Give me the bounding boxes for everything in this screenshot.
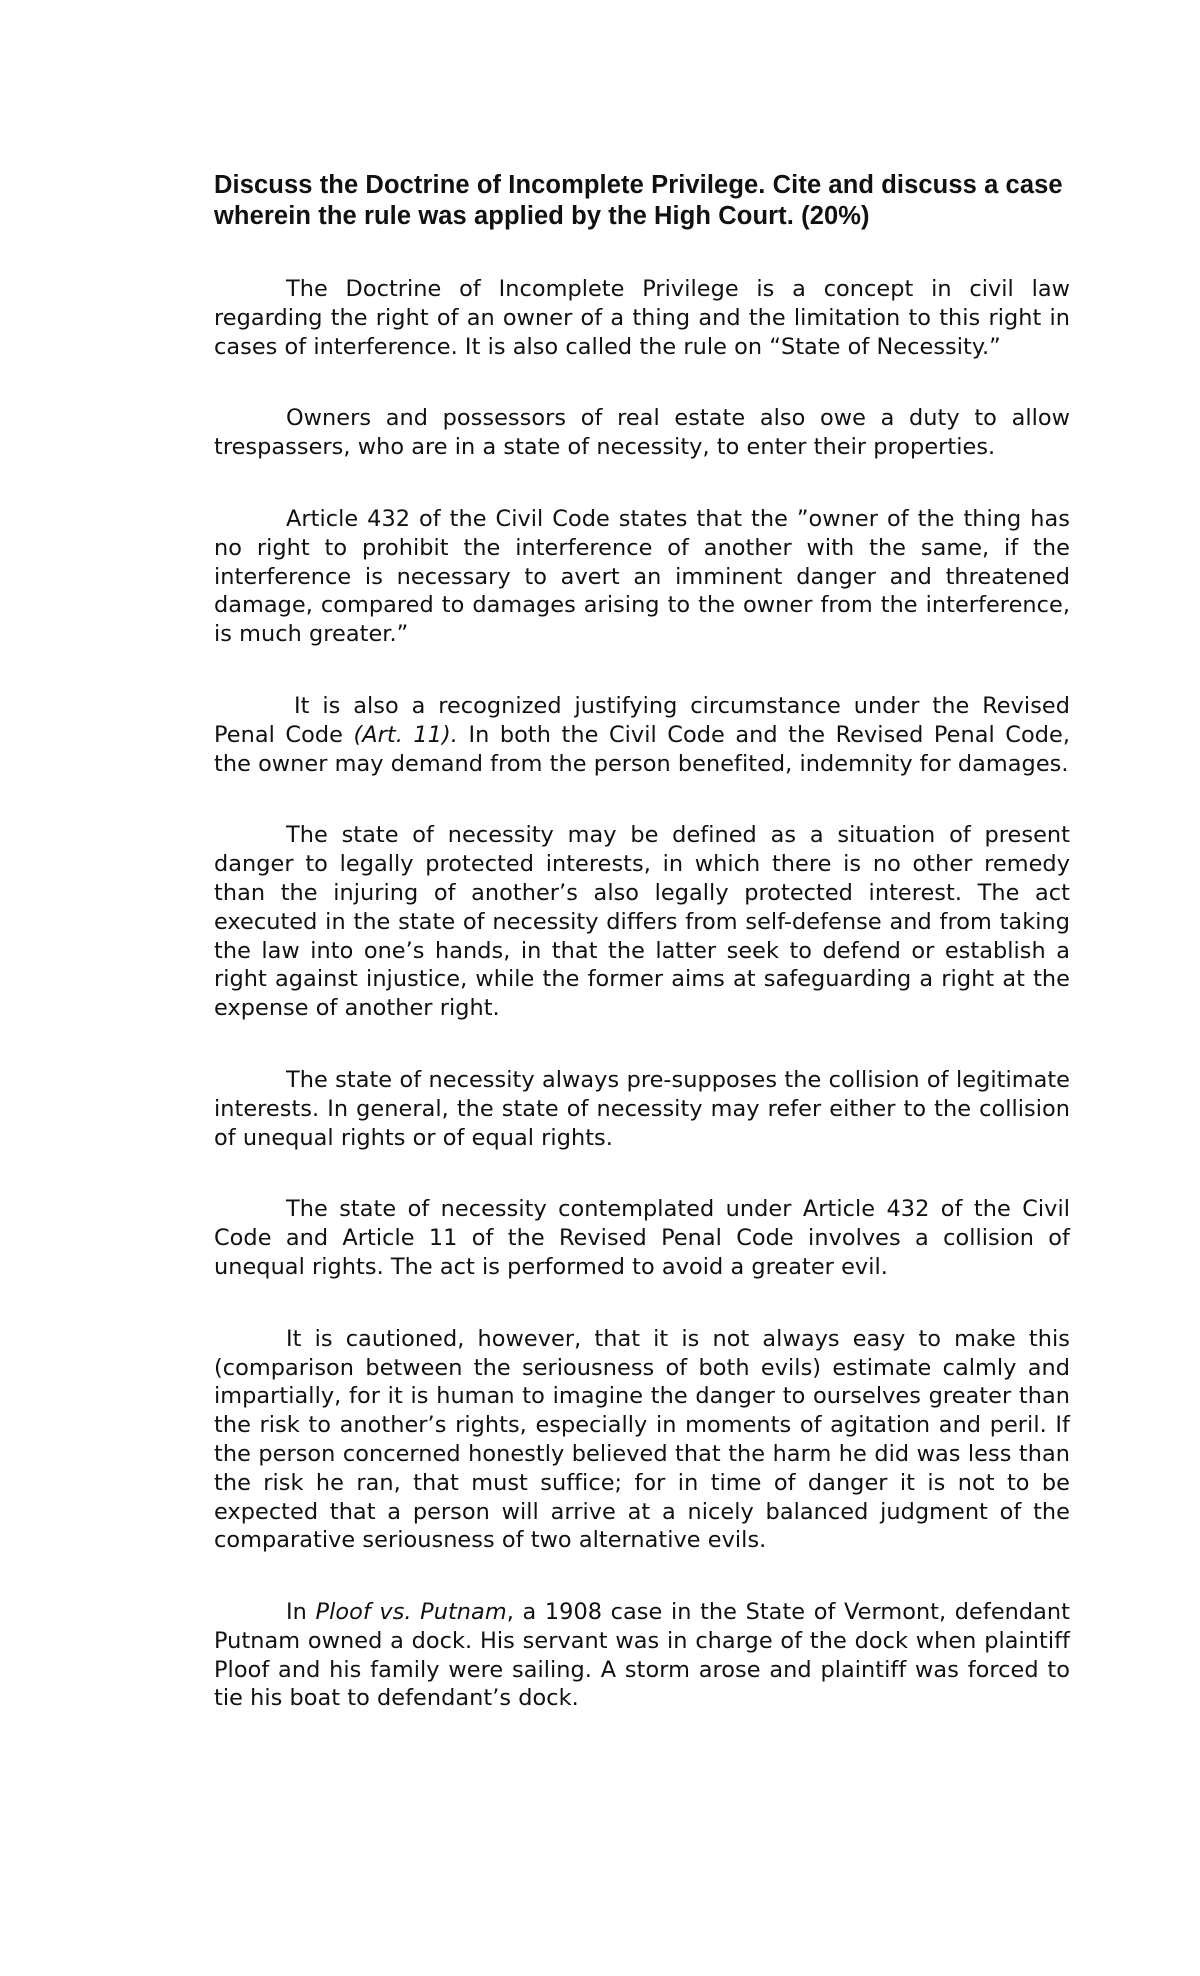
paragraph-ploof-case [214, 1598, 1070, 1713]
paragraph-collision-of-interests: The state of necessity always pre-supposes the collision of legitimate interests. In general, the state of necessity may refer either to the collision of unequal rights or of equal rights. [214, 1066, 1070, 1151]
italic-citation: (Art. 11). [353, 721, 458, 748]
paragraph-doctrine-definition: The Doctrine of Incomplete Privilege is a concept in civil law regarding the right of an owner of a thing and the limitation to this right in cases of interference. It is also called the rule on “State of Necessity.” [214, 276, 1070, 360]
italic-case-name: Ploof vs. Putnam [315, 1599, 507, 1626]
paragraph-caution: It is cautioned, however, that it is not always easy to make this (comparison between the seriousness of both evils) estimate calmly and impartially, for it is human to imagine the danger to ourselves greater than the risk to another’s rights, especially in moments of agitation and peril. If the person concerned honestly believed that the harm he did was less than the risk he ran, that must suffice; for in time of danger it is not to be expected that a person will arrive at a nicely balanced judgment of the comparative seriousness of two alternative evils. [214, 1325, 1070, 1554]
question-title: Discuss the Doctrine of Incomplete Privilege. Cite and discuss a case wherein the rule was applied by the High Court. (20%) [214, 171, 1063, 230]
paragraph-text: , a 1908 case in the State of Vermont, defendant Putnam owned a dock. His servant was in charge of the dock when plaintiff Ploof and his family were sailing. A storm arose and plaintiff was forced to tie his boat to defendant’s dock. [214, 1599, 1070, 1712]
paragraph-revised-penal-code [214, 692, 1070, 778]
paragraph-state-of-necessity-definition: The state of necessity may be defined as a situation of present danger to legally protected interests, in which there is no other remedy than the injuring of another’s also legally protected interest. The act executed in the state of necessity differs from self-defense and from taking the law into one’s hands, in that the latter seek to defend or establish a right against injustice, while the former aims at safeguarding a right at the expense of another right. [214, 822, 1070, 1022]
paragraph-unequal-rights: The state of necessity contemplated under Article 432 of the Civil Code and Article 11 of the Revised Penal Code involves a collision of unequal rights. The act is performed to avoid a greater evil. [214, 1196, 1070, 1280]
document-page [214, 170, 1070, 1756]
paragraph-text: It is also a recognized justifying circumstance under the Revised Penal Code [214, 692, 1070, 748]
paragraph-article-432: Article 432 of the Civil Code states that the ”owner of the thing has no right to prohibit the interference of another with the same, if the interference is necessary to avert an imminent danger and threatened damage, compared to damages arising to the owner from the interference, is much greater.” [214, 505, 1070, 648]
paragraph-owners-duty: Owners and possessors of real estate also owe a duty to allow trespassers, who are in a state of necessity, to enter their properties. [214, 405, 1070, 461]
paragraph-text: In both the Civil Code and the Revised Penal Code, the owner may demand from the person benefited, indemnity for damages. [214, 721, 1070, 777]
paragraph-text: In [286, 1599, 316, 1626]
